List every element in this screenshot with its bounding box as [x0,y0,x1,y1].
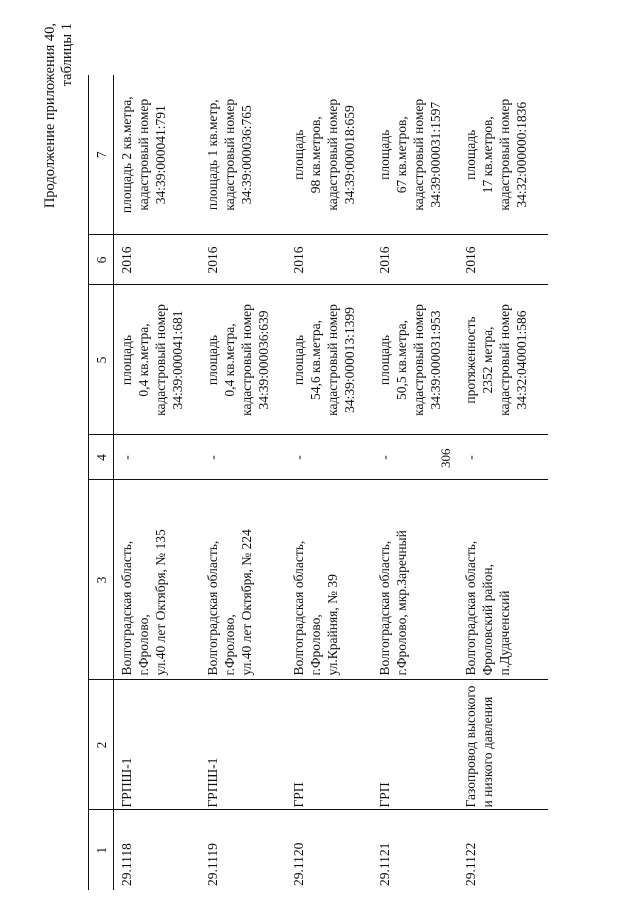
header-cell: 1 [89,810,114,890]
col7-line: кадастровый номер [222,98,237,211]
header-cell: 4 [89,435,114,480]
col7-line: кадастровый номер [411,98,426,211]
col5-line: 54,6 кв.метра, [308,319,323,401]
header-cell: 5 [89,285,114,435]
table-row [204,75,290,890]
col5-line: площадь [119,334,134,386]
table-row [290,75,376,890]
col5-line: 34:32:040001:586 [514,310,529,410]
object-address [204,480,290,680]
address-line: Волгоградская область, [291,540,306,676]
object-name-line: ГРПШ-1 [205,757,220,808]
object-name-line: ГРПШ-1 [119,757,134,808]
col7-line: кадастровый номер [136,98,151,211]
object-name-line: и низкого давления [480,696,495,808]
col7-line: площадь [291,129,306,180]
table-row [376,75,462,890]
row-number: 29.1122 [463,842,478,886]
col5-line: 34:39:000041:681 [170,310,185,410]
col7-line: 17 кв.метров, [480,116,495,194]
col5-value [462,285,548,435]
col5-line: 34:39:000013:1399 [342,307,357,413]
table-row [114,75,205,890]
address-line: Волгоградская область, [205,540,220,676]
object-name-line: ГРП [291,782,306,808]
table-caption [42,23,76,323]
property-table [88,75,548,890]
address-line: Волгоградская область, [463,540,478,676]
row-number: 29.1120 [291,842,306,886]
address-line: г.Фролово, [308,614,323,676]
col4-value: - [204,435,290,480]
col5-line: 2352 метра, [480,326,495,394]
row-number: 29.1118 [119,843,134,886]
page-number: 306 [438,448,453,468]
caption-line-2: таблицы 1 [59,23,75,87]
object-name [114,680,205,810]
year-value: 2016 [114,235,205,285]
header-row [89,75,114,890]
address-line: г.Фролово, мкр.Заречный [394,530,409,676]
col5-line: площадь [377,334,392,386]
col7-line: 34:32:000000:1836 [514,101,529,208]
address-line: Волгоградская область, [377,540,392,676]
address-line: п.Дудаченский [497,590,512,676]
row-number: 29.1121 [377,842,392,886]
header-cell: 3 [89,480,114,680]
object-name-line: Газопровод высокого [463,685,478,808]
col7-line: 34:39:000018:659 [342,105,357,205]
header-cell: 2 [89,680,114,810]
col5-line: кадастровый номер [153,304,168,416]
year-value: 2016 [462,235,548,285]
year-value: 2016 [290,235,376,285]
col7-line: 98 кв.метров, [308,116,323,194]
col5-line: 0,4 кв.метра, [136,323,151,397]
col7-line: кадастровый номер [325,98,340,211]
year-value: 2016 [204,235,290,285]
col5-line: площадь [291,334,306,386]
object-name [376,680,462,810]
address-line: г.Фролово, [136,614,151,676]
col4-value: - [290,435,376,480]
object-address [376,480,462,680]
col5-line: кадастровый номер [325,304,340,416]
col7-value [290,75,376,235]
col7-value [204,75,290,235]
col7-line: площадь 1 кв.метр, [205,99,220,211]
caption-line-1: Продолжение приложения 40, [42,23,58,209]
object-name [290,680,376,810]
object-name-line: ГРП [377,782,392,808]
col7-line: площадь 2 кв.метра, [119,96,134,214]
col4-value: - [114,435,205,480]
address-line: Фроловский район, [480,564,495,676]
col5-line: кадастровый номер [239,304,254,416]
header-cell: 6 [89,235,114,285]
address-line: ул.40 лет Октября, № 224 [239,529,254,676]
object-address [290,480,376,680]
col5-value [376,285,462,435]
address-line: ул.Крайняя, № 39 [325,574,340,676]
col7-value [114,75,205,235]
col7-line: площадь [463,129,478,180]
address-line: Волгоградская область, [119,540,134,676]
object-address [114,480,205,680]
col7-line: 67 кв.метров, [394,116,409,194]
col7-line: 34:39:000036:765 [239,105,254,205]
object-address [462,480,548,680]
col5-value [204,285,290,435]
col5-line: площадь [205,334,220,386]
col7-value [462,75,548,235]
col4-value: - [376,435,462,480]
col7-line: кадастровый номер [497,98,512,211]
col7-line: 34:39:000041:791 [153,105,168,205]
col4-value: - [462,435,548,480]
col7-line: площадь [377,129,392,180]
object-name [204,680,290,810]
col5-line: кадастровый номер [411,304,426,416]
col5-line: 0,4 кв.метра, [222,323,237,397]
row-number: 29.1119 [205,843,220,886]
col5-line: 34:39:000031:953 [428,310,443,410]
col5-line: протяженность [463,316,478,404]
col7-value [376,75,462,235]
table-row [462,75,548,890]
year-value: 2016 [376,235,462,285]
address-line: ул.40 лет Октября, № 135 [153,529,168,676]
col5-value [290,285,376,435]
col5-line: 50,5 кв.метра, [394,319,409,401]
col5-line: 34:39:000036:639 [256,310,271,410]
header-cell: 7 [89,75,114,235]
address-line: г.Фролово, [222,614,237,676]
col5-value [114,285,205,435]
col5-line: кадастровый номер [497,304,512,416]
object-name [462,680,548,810]
col7-line: 34:39:000031:1597 [428,101,443,208]
